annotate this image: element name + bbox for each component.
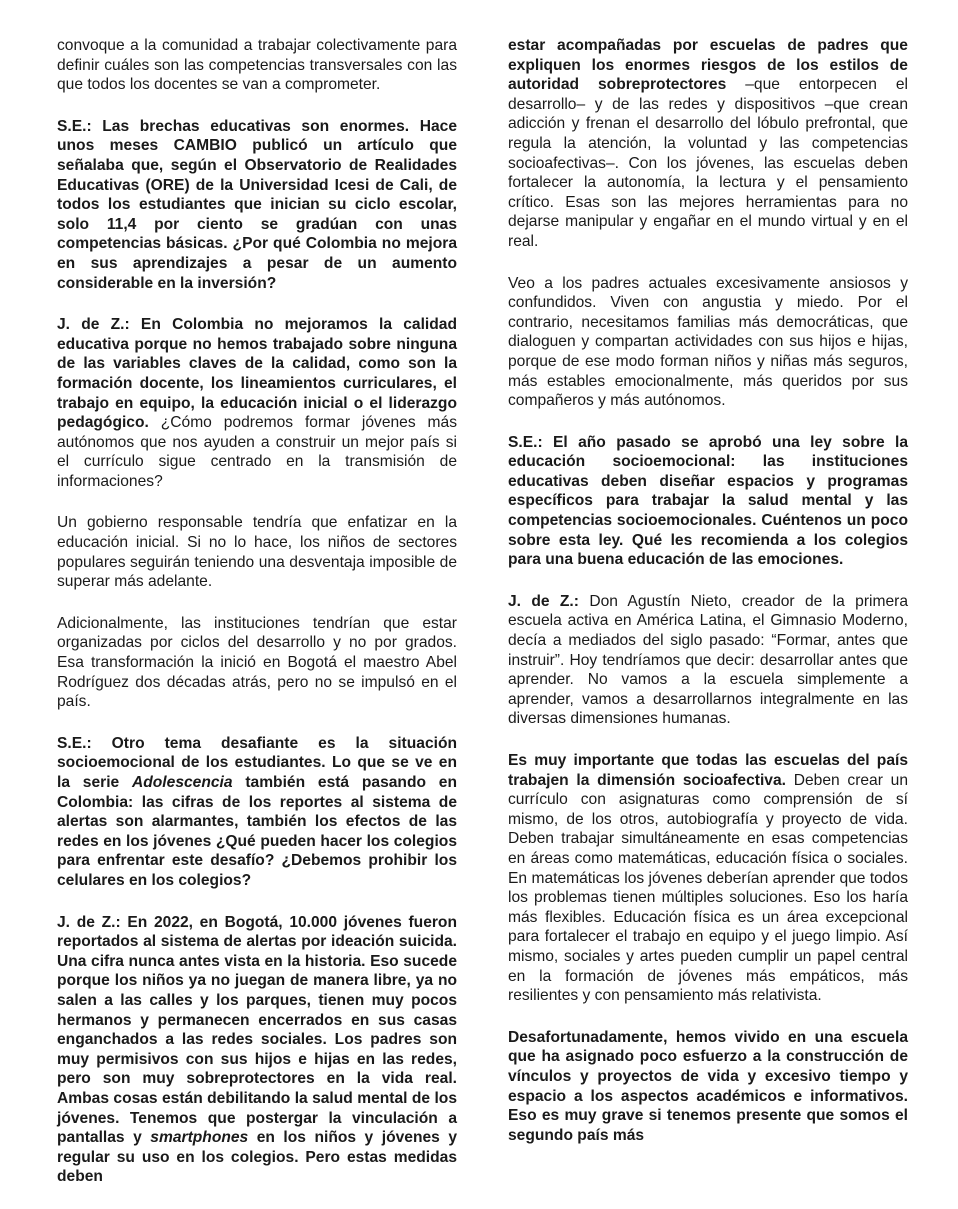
left-column	[57, 36, 457, 1209]
question-brechas: S.E.: Las brechas educativas son enormes. Hace unos meses CAMBIO publicó un artículo que señalaba que, según el Observatorio de Realidades Educativas (ORE) de la Universidad Icesi de Cali, de todos los estudiantes que inician su ciclo escolar, solo 11,4 por ciento se gradúan con unas competencias básicas. ¿Por qué Colombia no mejora en sus aprendizajes a pesar de un aumento considerable en la inversión?	[57, 117, 457, 292]
right-column	[508, 36, 908, 1167]
answer-calidad: J. de Z.: En Colombia no mejoramos la calidad educativa porque no hemos trabajado sobre ninguna de las variables claves de la calidad, como son la formación docente, los lineamientos curriculares, el trabajo en equipo, la educación inicial o el liderazgo pedagógico. ¿Cómo podremos formar jóvenes más autónomos que nos ayuden a construir un mejor país si el currículo sigue centrado en la transmisión de informaciones?	[57, 316, 457, 490]
paragraph-escuelas-padres: estar acompañadas por escuelas de padres que expliquen los enormes riesgos de los estilos de autoridad sobreprotectores –que entorpecen el desarrollo– y de las redes y dispositivos –que crean adicción y frenan el desarrollo del lóbulo prefrontal, que regula la atención, la voluntad y las competencias socioafectivas–. Con los jóvenes, las escuelas deben fortalecer la autonomía, la lectura y el pensamiento crítico. Esas son las mejores herramientas para no dejarse manipular y engañar en el mundo virtual y en el real.	[508, 37, 909, 250]
paragraph-dimension-socioafectiva: Es muy importante que todas las escuelas del país trabajen la dimensión socioafectiva. Deben crear un currículo con asignaturas como comprensión de sí mismo, de los otros, autobiografía y proyecto de vida. Deben trabajar simultáneamente en esas competencias en áreas como matemáticas, educación física o sociales. En matemáticas los jóvenes deberían aprender que todos los problemas tienen múltiples soluciones. Eso los haría más flexibles. Educación física es un área excepcional para fortalecer el trabajo en equipo y el juego limpio. Así mismo, sociales y artes pueden cumplir un papel central en la formación de jóvenes más empáticos, más resilientes y con pensamiento más relativista.	[508, 752, 908, 1005]
question-socioemocional: S.E.: Otro tema desafiante es la situación socioemocional de los estudiantes. Lo que se ve en la serie Adolescencia también está pasando en Colombia: las cifras de los reportes al sistema de alertas son alarmantes, también los efectos de las redes en los jóvenes ¿Qué pueden hacer los colegios para enfrentar este desafío? ¿Debemos prohibir los celulares en los colegios?	[57, 734, 457, 889]
question-ley-socioemocional: S.E.: El año pasado se aprobó una ley sobre la educación socioemocional: las instituciones educativas deben diseñar espacios y programas específicos para trabajar la salud mental y las competencias socioemocionales. Cuéntenos un poco sobre esta ley. Qué les recomienda a los colegios para una buena educación de las emociones.	[508, 433, 908, 569]
paragraph-desafortunadamente: Desafortunadamente, hemos vivido en una escuela que ha asignado poco esfuerzo a la construcción de vínculos y proyectos de vida y excesivo tiempo y espacio a los aspectos académicos e informativos. Eso es muy grave si tenemos presente que somos el segundo país más	[508, 1028, 908, 1144]
paragraph-padres-ansiosos: Veo a los padres actuales excesivamente ansiosos y confundidos. Viven con angustia y miedo. Por el contrario, necesitamos familias más democráticas, que dialoguen y compartan actividades con sus hijos e hijas, porque de ese modo forman niños y niñas más seguros, más estables emocionalmente, más queridos por sus compañeros y más autónomos.	[508, 274, 908, 410]
paragraph-educacion-inicial: Un gobierno responsable tendría que enfatizar en la educación inicial. Si no lo hace, los niños de sectores populares seguirán teniendo una desventaja imposible de superar más adelante.	[57, 514, 457, 591]
paragraph-continuation: convoque a la comunidad a trabajar colectivamente para definir cuáles son las competencias transversales con las que todos los docentes se van a comprometer.	[57, 37, 457, 94]
paragraph-ciclos: Adicionalmente, las instituciones tendrían que estar organizadas por ciclos del desarrollo y no por grados. Esa transformación la inició en Bogotá el maestro Abel Rodríguez dos décadas atrás, pero no se impulsó en el país.	[57, 614, 457, 711]
answer-alertas: J. de Z.: En 2022, en Bogotá, 10.000 jóvenes fueron reportados al sistema de alertas por ideación suicida. Una cifra nunca antes vista en la historia. Eso sucede porque los niños ya no juegan de manera libre, ya no salen a las calles y los parques, tienen muy pocos hermanos y permanecen encerrados en sus casas enganchados a las redes sociales. Los padres son muy permisivos con sus hijos e hijas en las redes, pero son muy sobreprotectores en la vida real. Ambas cosas están debilitando la salud mental de los jóvenes. Tenemos que postergar la vinculación a pantallas y smartphones en los niños y jóvenes y regular su uso en los colegios. Pero estas medidas deben	[57, 913, 457, 1186]
answer-formar: J. de Z.: Don Agustín Nieto, creador de la primera escuela activa en América Latina, el Gimnasio Moderno, decía a mediados del siglo pasado: “Formar, antes que instruir”. Hoy tendríamos que decir: desarrollar antes que aprender. No vamos a la escuela simplemente a aprender, vamos a desarrollarnos integralmente en las diversas dimensiones humanas.	[508, 592, 909, 728]
